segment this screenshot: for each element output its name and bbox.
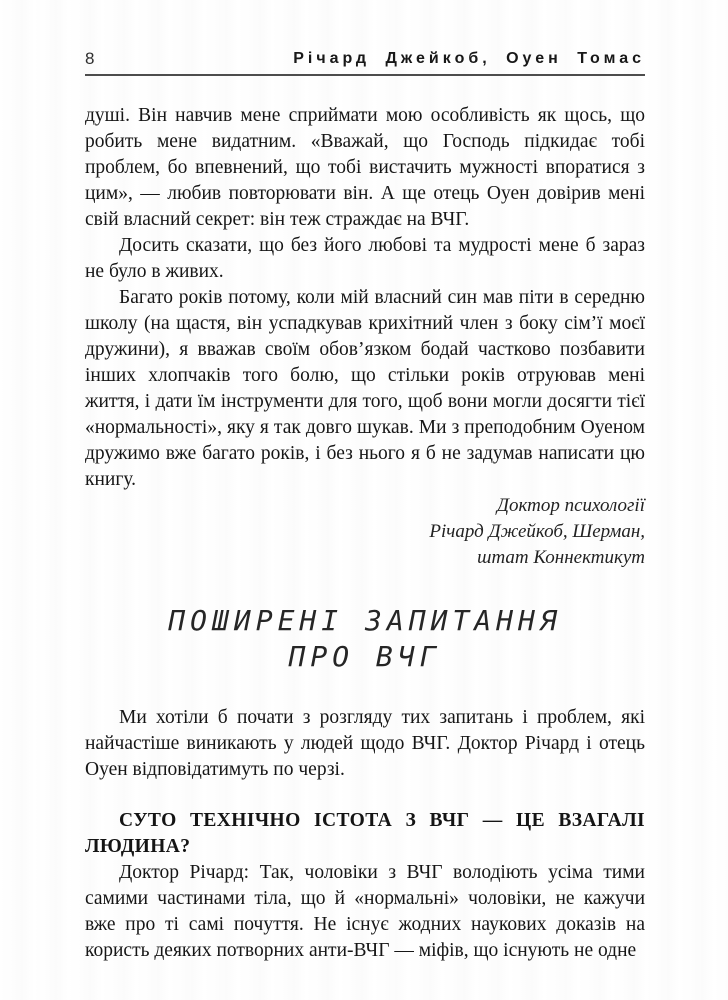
author-attribution <box>85 493 645 571</box>
chapter-heading-line: ПРО ВЧГ <box>288 640 442 673</box>
body-paragraph: душі. Він навчив мене сприймати мою особливість як щось, що робить мене видатним. «Вважай, що Господь підкидає тобі проблем, бо впевнений, що тобі вистачить мужності впоратися з цим», — любив повторювати він. А ще отець Оуен довірив мені свій власний секрет: він теж страждає на ВЧГ. <box>85 105 645 230</box>
chapter-heading-line: ПОШИРЕНІ ЗАПИТАННЯ <box>168 604 562 637</box>
qa-answer-paragraph: Доктор Річард: Так, чоловіки з ВЧГ володіють усіма тими самими частинами тіла, що й «нормальні» чоловіки, не кажучи вже про ті самі почуття. Не існує жодних наукових доказів на користь деяких потворних анти-ВЧГ — міфів, що існують не одне <box>85 862 645 961</box>
running-head <box>85 50 645 76</box>
body-paragraph: Багато років потому, коли мій власний син мав піти в середню школу (на щастя, він успадкував крихітний член з боку сім’ї моєї дружини), я вважав своїм обов’язком бодай частково позбавити інших хлопчаків того болю, що стільки років отруював мені життя, і дати їм інструменти для того, щоб вони могли досягти тієї «нормальності», яку я так довго шукав. Ми з преподобним Оуеном дружимо вже багато років, і без нього я б не задумав написати цю книгу. <box>85 287 645 490</box>
running-title: Річард Джейкоб, Оуен Томас <box>293 50 645 67</box>
attribution-line: штат Коннектикут <box>477 547 645 568</box>
page-number: 8 <box>85 49 95 68</box>
attribution-line: Річард Джейкоб, Шерман, <box>429 521 645 542</box>
attribution-line: Доктор психології <box>496 495 645 516</box>
chapter-heading <box>85 603 645 675</box>
body-paragraph: Досить сказати, що без його любові та мудрості мене б зараз не було в живих. <box>85 235 645 282</box>
section-intro-paragraph: Ми хотіли б почати з розгляду тих запитань і проблем, які найчастіше виникають у людей щодо ВЧГ. Доктор Річард і отець Оуен відповідатимуть по черзі. <box>85 707 645 780</box>
qa-question-heading: СУТО ТЕХНІЧНО ІСТОТА З ВЧГ — ЦЕ ВЗАГАЛІ ЛЮДИНА? <box>85 810 645 857</box>
